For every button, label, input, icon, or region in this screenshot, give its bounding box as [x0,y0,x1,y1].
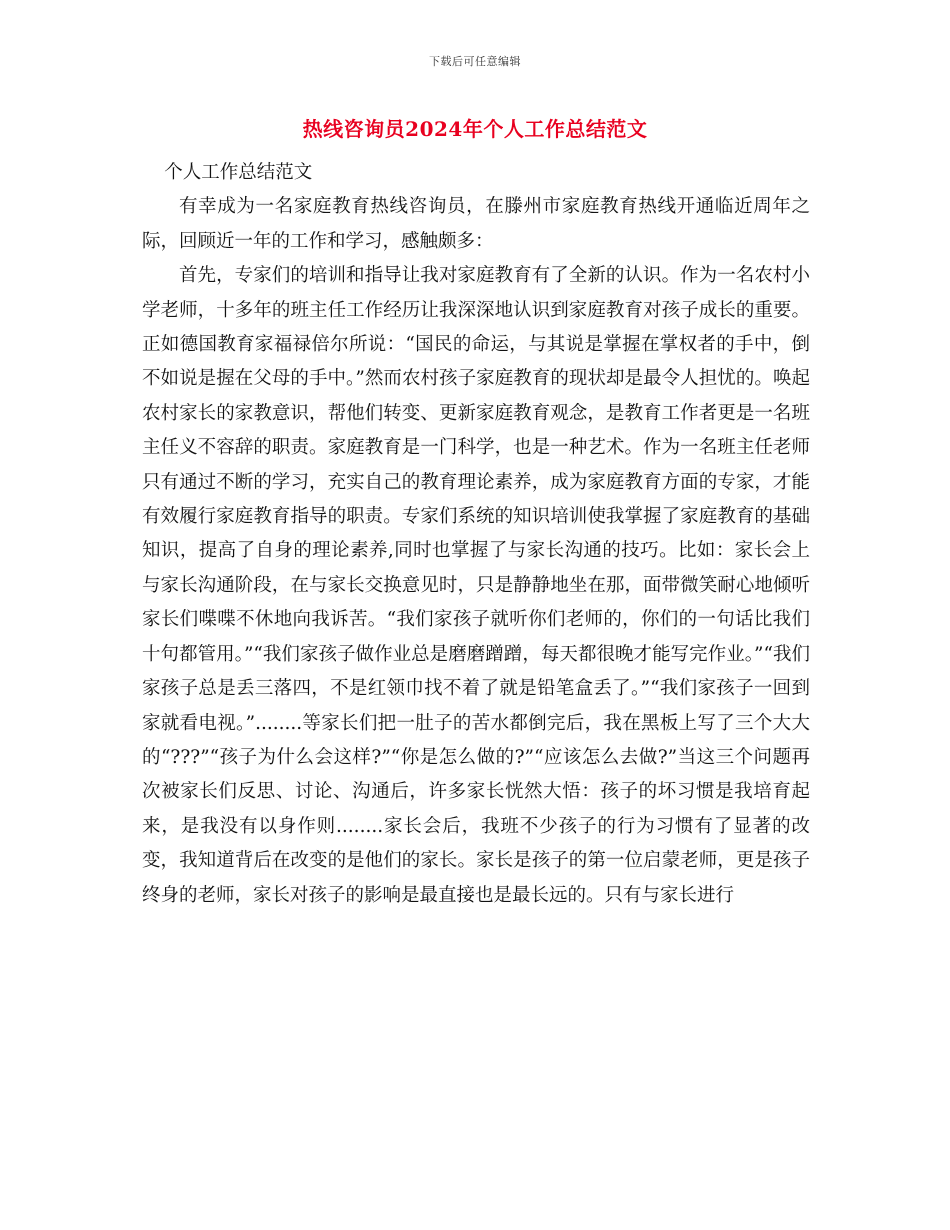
document-body [142,156,810,913]
header-note: 下载后可任意编辑 [429,55,521,68]
paragraph-main: 首先，专家们的培训和指导让我对家庭教育有了全新的认识。作为一名农村小学老师，十多年的班主任工作经历让我深深地认识到家庭教育对孩子成长的重要。正如德国教育家福禄倍尔所说：“国民的命运，与其说是掌握在掌权者的手中，倒不如说是握在父母的手中。”然而农村孩子家庭教育的现状却是最令人担忧的。唤起农村家长的家教意识，帮他们转变、更新家庭教育观念，是教育工作者更是一名班主任义不容辞的职责。家庭教育是一门科学，也是一种艺术。作为一名班主任老师只有通过不断的学习，充实自己的教育理论素养，成为家庭教育方面的专家，才能有效履行家庭教育指导的职责。专家们系统的知识培训使我掌握了家庭教育的基础知识，提高了自身的理论素养,同时也掌握了与家长沟通的技巧。比如：家长会上与家长沟通阶段，在与家长交换意见时，只是静静地坐在那，面带微笑耐心地倾听家长们喋喋不休地向我诉苦。“我们家孩子就听你们老师的，你们的一句话比我们十句都管用。”“我们家孩子做作业总是磨磨蹭蹭，每天都很晚才能写完作业。”“我们家孩子总是丢三落四，不是红领巾找不着了就是铅笔盒丢了。”“我们家孩子一回到家就看电视。”........等家长们把一肚子的苦水都倒完后，我在黑板上写了三个大大的“???”“孩子为什么会这样?”“你是怎么做的?”“应该怎么去做?”当这三个问题再次被家长们反思、讨论、沟通后，许多家长恍然大悟：孩子的坏习惯是我培育起来，是我没有以身作则........家长会后，我班不少孩子的行为习惯有了显著的改变，我知道背后在改变的是他们的家长。家长是孩子的第一位启蒙老师，更是孩子终身的老师，家长对孩子的影响是最直接也是最长远的。只有与家长进行 [142,265,810,906]
document-title: 热线咨询员2024年个人工作总结范文 [302,117,648,141]
paragraph-intro: 有幸成为一名家庭教育热线咨询员，在滕州市家庭教育热线开通临近周年之际，回顾近一年的工作和学习，感触颇多： [142,196,810,252]
paragraph-subtitle: 个人工作总结范文 [164,162,313,183]
